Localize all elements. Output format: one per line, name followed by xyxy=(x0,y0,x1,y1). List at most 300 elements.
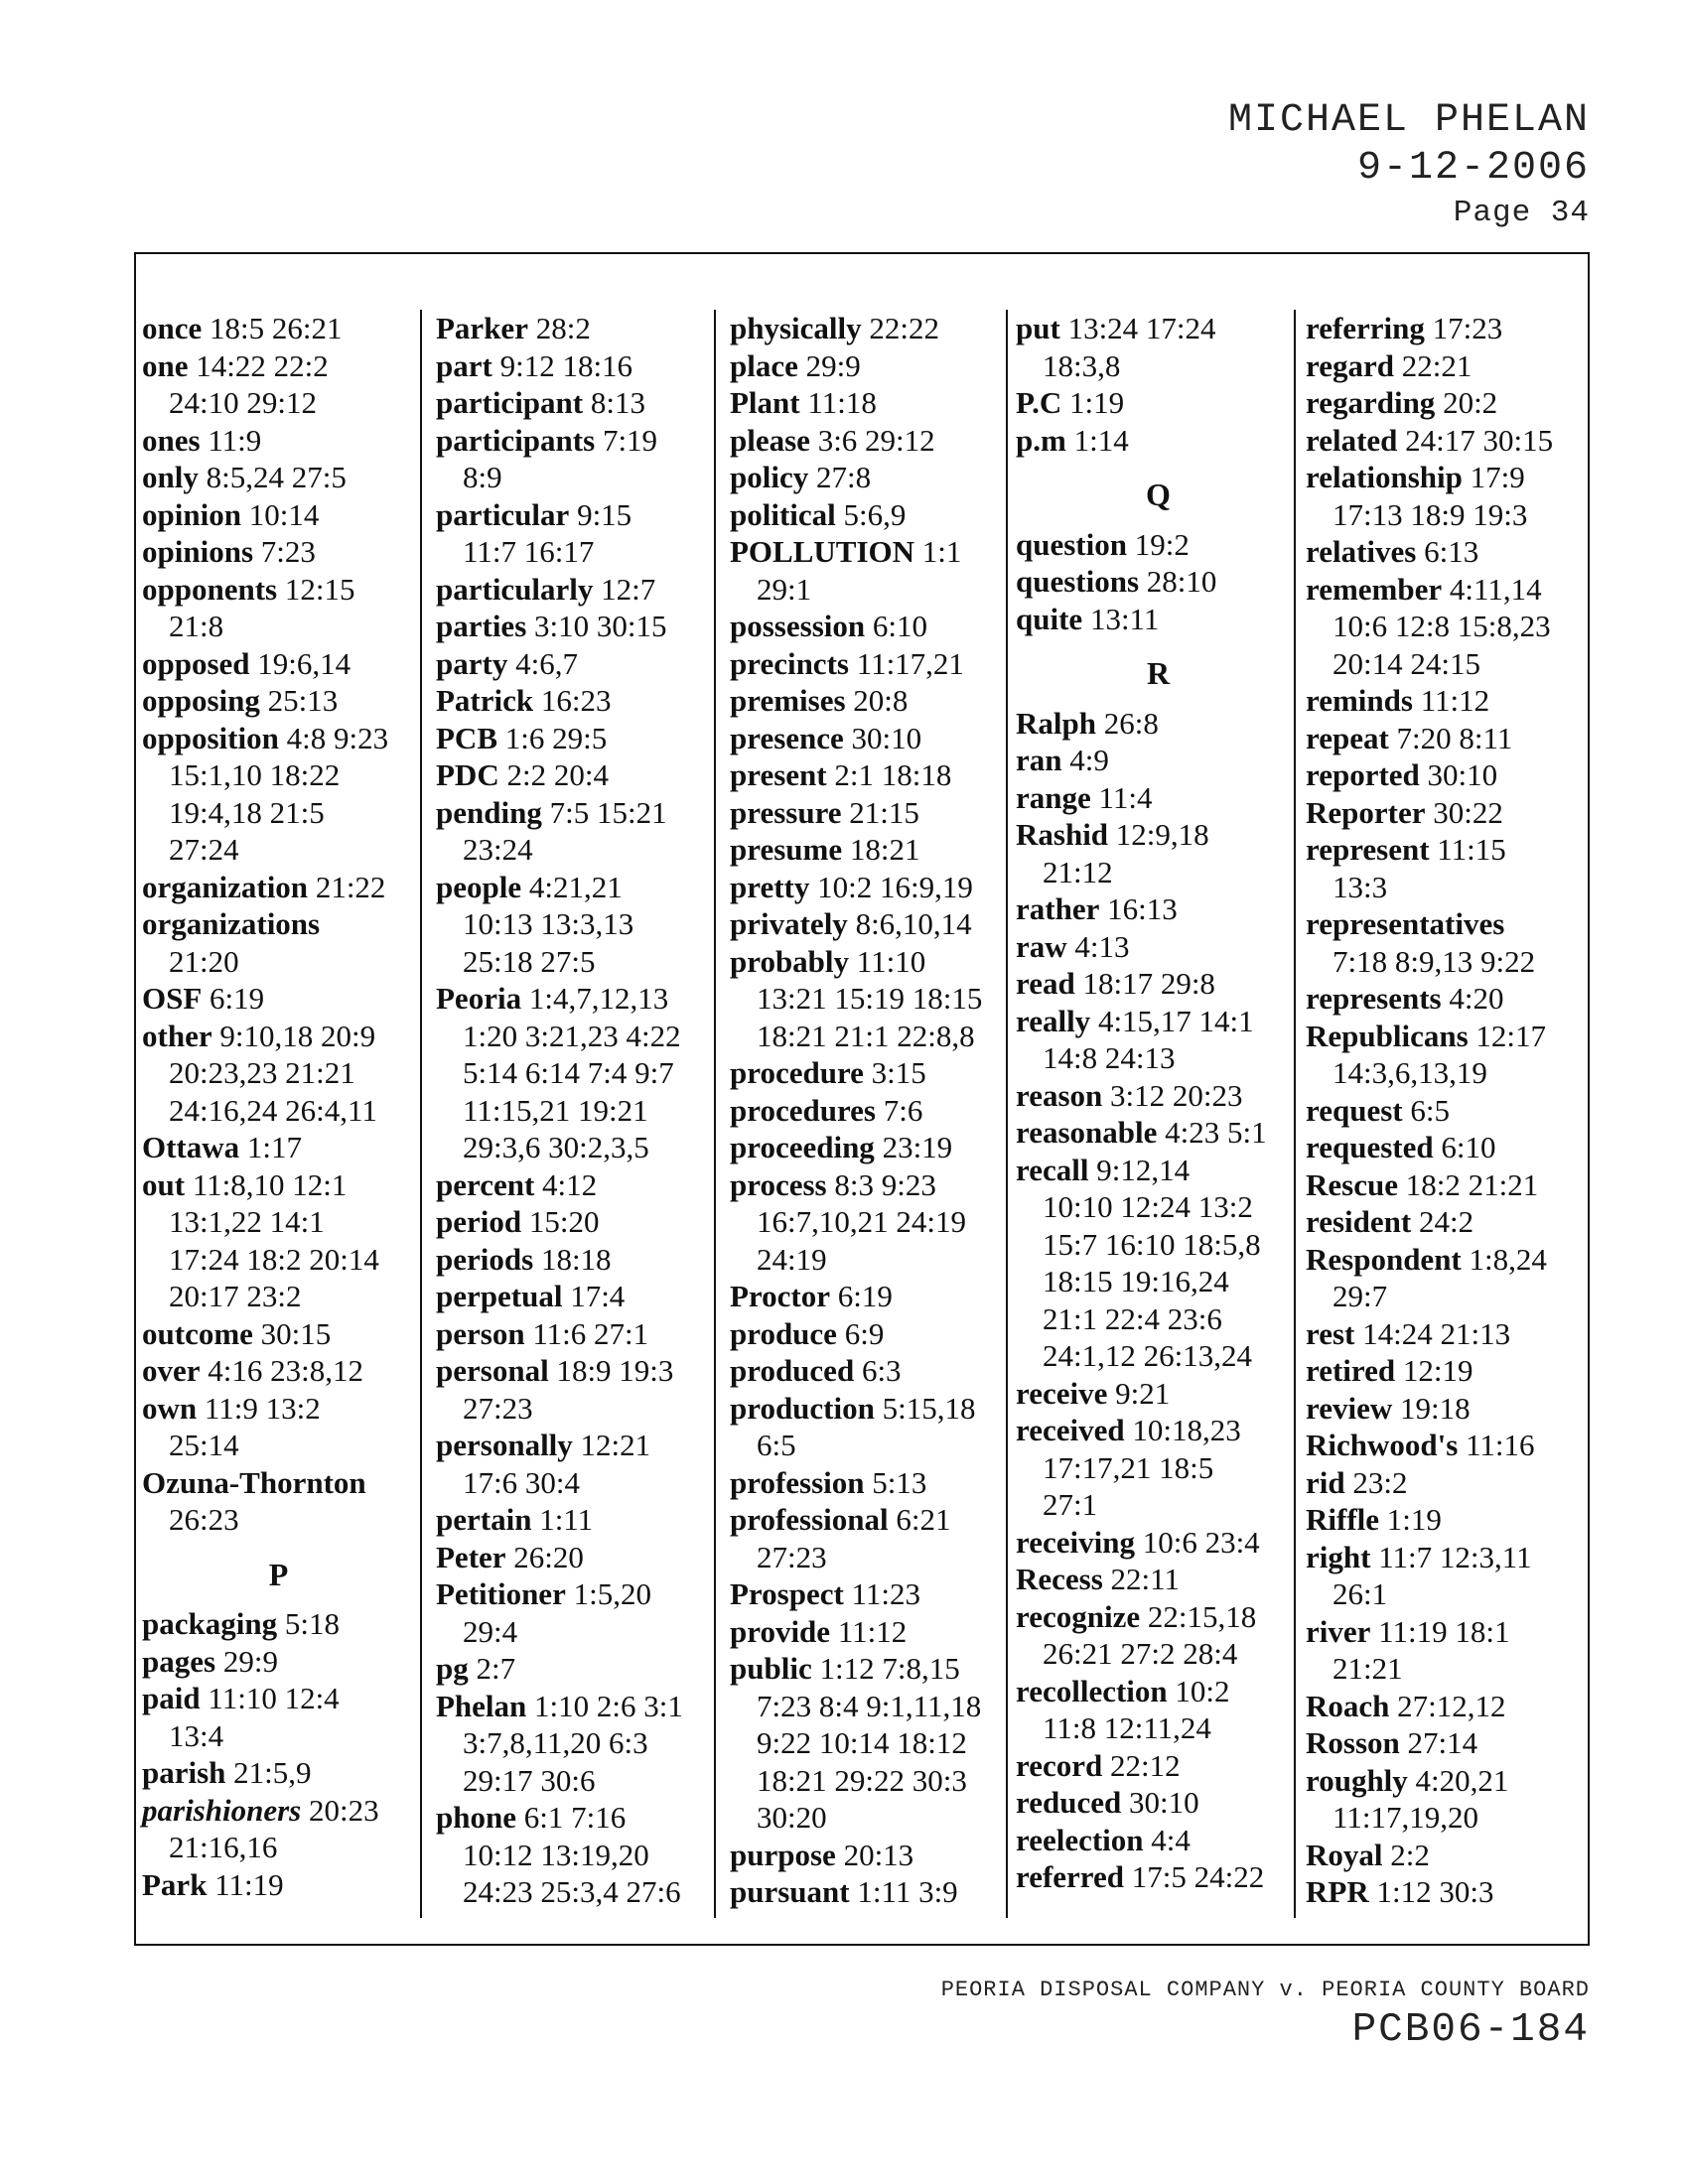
index-entry xyxy=(730,1054,1013,1092)
index-entry xyxy=(1016,526,1301,564)
index-entry xyxy=(730,1315,1013,1353)
index-entry xyxy=(1306,1539,1589,1613)
page-line-refs: 22:15,18 xyxy=(1147,1598,1257,1634)
index-term: rest xyxy=(1306,1315,1355,1351)
page-line-refs: 11:4 xyxy=(1098,779,1153,815)
index-term: outcome xyxy=(142,1315,253,1351)
page-line-refs: 27:1 xyxy=(1043,1487,1098,1522)
index-entry xyxy=(436,347,714,385)
index-column-3 xyxy=(730,310,1013,1928)
page-line-refs: 30:10 xyxy=(1128,1785,1199,1820)
index-entry xyxy=(1016,965,1301,1003)
index-term: Rosson xyxy=(1306,1725,1400,1760)
index-entry xyxy=(142,1464,415,1539)
page-line-refs: 5:15,18 xyxy=(882,1390,976,1426)
page-line-refs: 13:11 xyxy=(1089,601,1160,636)
page-line-refs: 30:10 xyxy=(1427,757,1498,792)
index-term: pages xyxy=(142,1643,216,1679)
deposition-date: 9-12-2006 xyxy=(1356,146,1590,191)
index-term: probably xyxy=(730,943,850,979)
index-term: organization xyxy=(142,869,309,904)
index-term: presume xyxy=(730,832,843,867)
index-entry xyxy=(1306,1613,1589,1688)
index-column-4 xyxy=(1016,310,1301,1928)
index-letter-heading: P xyxy=(268,1556,289,1592)
index-term: person xyxy=(436,1315,525,1351)
page-line-refs: 1:1 xyxy=(921,534,962,569)
index-term: read xyxy=(1016,966,1075,1001)
index-entry xyxy=(730,1278,1013,1315)
index-term: Reporter xyxy=(1306,794,1426,830)
index-entry xyxy=(436,571,714,609)
case-number: PCB06-184 xyxy=(1351,2007,1590,2053)
index-entry xyxy=(142,310,415,347)
page-line-refs: 19:2 xyxy=(1134,526,1190,562)
page-line-refs: 3:6 29:12 xyxy=(817,422,935,458)
index-entry xyxy=(1306,905,1589,980)
page-line-refs: 5:18 xyxy=(284,1606,340,1641)
page-line-refs: 3:10 30:15 xyxy=(534,609,667,643)
index-term: personally xyxy=(436,1428,573,1462)
page-line-refs: 17:13 18:9 19:3 xyxy=(1333,496,1528,532)
index-entry xyxy=(1306,1427,1589,1464)
page-line-refs: 18:18 xyxy=(540,1241,612,1277)
index-term: Recess xyxy=(1016,1562,1103,1596)
index-entry xyxy=(142,1792,415,1866)
index-entry xyxy=(730,943,1013,1055)
index-entry xyxy=(436,384,714,422)
index-term: Ozuna-Thornton xyxy=(142,1464,366,1500)
page-line-refs: 7:23 xyxy=(260,534,316,569)
page-line-refs: 27:23 xyxy=(757,1539,827,1574)
index-letter-heading: Q xyxy=(1146,477,1171,512)
page-line-refs: 18:9 19:3 xyxy=(556,1353,674,1388)
index-entry xyxy=(730,1464,1013,1502)
page-line-refs: 11:15 xyxy=(1437,832,1506,867)
index-entry xyxy=(730,756,1013,794)
index-term: particularly xyxy=(436,571,594,607)
index-term: Proctor xyxy=(730,1279,830,1313)
index-entry xyxy=(142,533,415,571)
index-term: review xyxy=(1306,1390,1393,1426)
page-line-refs: 5:13 xyxy=(872,1464,927,1500)
page-line-refs: 4:6,7 xyxy=(515,645,578,681)
index-entry xyxy=(142,1129,415,1166)
index-term: resident xyxy=(1306,1204,1412,1239)
index-term: recognize xyxy=(1016,1598,1141,1634)
page-line-refs: 4:12 xyxy=(542,1166,598,1202)
index-term: rather xyxy=(1016,891,1100,926)
page-line-refs: 4:16 23:8,12 xyxy=(208,1353,364,1388)
index-term: rid xyxy=(1306,1464,1345,1500)
index-entry xyxy=(1016,1003,1301,1077)
index-entry xyxy=(436,1575,714,1650)
index-term: Roach xyxy=(1306,1688,1390,1723)
index-entry xyxy=(1016,705,1301,743)
page-line-refs: 13:21 15:19 18:15 xyxy=(757,981,983,1016)
page-line-refs: 11:6 27:1 xyxy=(532,1315,649,1351)
page-line-refs: 30:15 xyxy=(260,1315,332,1351)
page-line-refs: 29:7 xyxy=(1333,1279,1388,1313)
page-line-refs: 2:2 20:4 xyxy=(506,757,609,792)
page-line-refs: 4:8 9:23 xyxy=(286,720,389,755)
index-entry xyxy=(730,1129,1013,1166)
page-line-refs: 18:15 19:16,24 xyxy=(1043,1264,1229,1298)
page-line-refs: 27:23 xyxy=(463,1390,533,1426)
index-term: really xyxy=(1016,1003,1091,1038)
page-line-refs: 10:12 13:19,20 xyxy=(463,1837,649,1872)
page-line-refs: 18:21 21:1 22:8,8 xyxy=(757,1018,975,1053)
index-term: perpetual xyxy=(436,1279,563,1313)
index-term: recollection xyxy=(1016,1673,1168,1708)
index-entry xyxy=(730,459,1013,496)
index-term: Riffle xyxy=(1306,1502,1380,1537)
page-line-refs: 2:1 18:18 xyxy=(834,757,952,792)
index-term: opponents xyxy=(142,571,278,607)
page-line-refs: 14:3,6,13,19 xyxy=(1333,1055,1487,1090)
index-entry xyxy=(730,1613,1013,1651)
index-entry xyxy=(142,980,415,1018)
page-line-refs: 1:4,7,12,13 xyxy=(528,981,669,1016)
index-entry xyxy=(730,1390,1013,1464)
page-line-refs: 6:3 xyxy=(861,1353,902,1388)
page-line-refs: 10:13 13:3,13 xyxy=(463,906,634,941)
page-line-refs: 16:23 xyxy=(540,683,612,718)
index-term: precincts xyxy=(730,645,849,681)
index-term: pretty xyxy=(730,869,810,904)
page-line-refs: 11:15,21 19:21 xyxy=(463,1092,648,1128)
page-line-refs: 20:17 23:2 xyxy=(169,1279,302,1313)
page-line-refs: 24:2 xyxy=(1418,1204,1474,1239)
index-entry xyxy=(1306,422,1589,460)
page-line-refs: 19:4,18 21:5 xyxy=(169,794,325,830)
index-term: regard xyxy=(1306,347,1394,383)
index-term: period xyxy=(436,1204,522,1239)
page-line-refs: 4:13 xyxy=(1074,928,1130,964)
index-term: premises xyxy=(730,683,846,718)
index-entry xyxy=(142,645,415,683)
page-header xyxy=(1228,97,1590,234)
index-entry xyxy=(1016,928,1301,966)
page-line-refs: 26:8 xyxy=(1103,705,1159,741)
index-entry xyxy=(1016,601,1301,638)
index-entry xyxy=(142,720,415,869)
index-term: parish xyxy=(142,1755,226,1790)
page-line-refs: 21:8 xyxy=(169,609,224,643)
index-entry xyxy=(436,1650,714,1688)
page-line-refs: 17:17,21 18:5 xyxy=(1043,1449,1214,1485)
index-term: related xyxy=(1306,422,1398,458)
page-line-refs: 13:24 17:24 xyxy=(1067,311,1216,345)
page-line-refs: 11:19 18:1 xyxy=(1378,1613,1510,1649)
page-line-refs: 20:23,23 21:21 xyxy=(169,1055,355,1090)
index-term: policy xyxy=(730,460,809,494)
page-line-refs: 27:8 xyxy=(815,460,872,494)
index-term: representatives xyxy=(1306,906,1505,941)
index-entry xyxy=(1016,890,1301,928)
index-term: political xyxy=(730,496,836,532)
page-line-refs: 18:21 29:22 30:3 xyxy=(757,1762,967,1798)
index-entry xyxy=(730,869,1013,906)
page-line-refs: 11:8 12:11,24 xyxy=(1043,1710,1211,1745)
page-line-refs: 6:5 xyxy=(1410,1092,1450,1128)
page-line-refs: 4:4 xyxy=(1151,1822,1191,1857)
page-line-refs: 1:12 30:3 xyxy=(1376,1874,1494,1909)
index-entry xyxy=(1306,831,1589,905)
index-entry xyxy=(142,496,415,534)
page-line-refs: 27:12,12 xyxy=(1397,1688,1506,1723)
index-entry xyxy=(436,756,714,794)
index-term: personal xyxy=(436,1353,549,1388)
index-entry xyxy=(142,1605,415,1643)
page-line-refs: 11:17,21 xyxy=(856,645,964,681)
page-line-refs: 17:5 24:22 xyxy=(1131,1859,1265,1894)
index-term: Patrick xyxy=(436,683,534,718)
page-line-refs: 6:13 xyxy=(1424,534,1479,569)
page-line-refs: 18:2 21:21 xyxy=(1405,1166,1539,1202)
page-line-refs: 4:11,14 xyxy=(1449,571,1542,607)
index-entry xyxy=(436,645,714,683)
index-entry xyxy=(436,310,714,347)
index-term: pressure xyxy=(730,794,842,830)
page-line-refs: 4:21,21 xyxy=(528,869,623,904)
page-line-refs: 12:15 xyxy=(284,571,355,607)
page-line-refs: 2:7 xyxy=(476,1651,516,1686)
index-entry xyxy=(730,347,1013,385)
page-line-refs: 25:18 27:5 xyxy=(463,943,596,979)
index-term: parishioners xyxy=(142,1792,302,1828)
page-line-refs: 8:6,10,14 xyxy=(855,906,972,941)
index-entry xyxy=(730,794,1013,832)
index-term: pg xyxy=(436,1651,469,1686)
index-term: questions xyxy=(1016,564,1140,599)
page-line-refs: 26:1 xyxy=(1333,1576,1388,1611)
page-line-refs: 9:12,14 xyxy=(1096,1152,1191,1187)
index-entry xyxy=(1306,1129,1589,1166)
index-entry xyxy=(730,1837,1013,1874)
index-letter-heading: R xyxy=(1146,655,1171,691)
index-entry xyxy=(1016,1561,1301,1598)
index-entry xyxy=(142,1315,415,1353)
page-line-refs: 4:23 5:1 xyxy=(1165,1115,1267,1150)
index-entry xyxy=(142,1018,415,1130)
index-term: possession xyxy=(730,609,866,643)
page-line-refs: 11:12 xyxy=(837,1613,908,1649)
index-entry xyxy=(1306,980,1589,1018)
index-entry xyxy=(1306,1873,1589,1911)
page-line-refs: 5:14 6:14 7:4 9:7 xyxy=(463,1055,674,1090)
page-line-refs: 17:23 xyxy=(1432,311,1503,345)
index-term: Prospect xyxy=(730,1576,844,1611)
page-line-refs: 21:21 xyxy=(1333,1651,1403,1686)
index-term: represent xyxy=(1306,832,1430,867)
index-entry xyxy=(1306,533,1589,571)
index-entry xyxy=(1016,779,1301,817)
index-term: own xyxy=(142,1390,198,1426)
index-term: opinions xyxy=(142,534,254,569)
page-line-refs: 7:23 8:4 9:1,11,18 xyxy=(757,1688,982,1723)
page-line-refs: 7:18 8:9,13 9:22 xyxy=(1333,943,1536,979)
index-entry xyxy=(1016,422,1301,460)
page-line-refs: 18:3,8 xyxy=(1043,347,1121,383)
index-entry xyxy=(1306,384,1589,422)
index-entry xyxy=(1016,1858,1301,1896)
page-line-refs: 9:10,18 20:9 xyxy=(219,1018,376,1053)
page-line-refs: 7:20 8:11 xyxy=(1396,720,1513,755)
index-entry xyxy=(1306,1762,1589,1837)
page-line-refs: 17:6 30:4 xyxy=(463,1464,580,1500)
page-line-refs: 4:15,17 14:1 xyxy=(1097,1003,1254,1038)
index-term: part xyxy=(436,347,492,383)
page-line-refs: 20:8 xyxy=(853,683,909,718)
index-entry xyxy=(436,1688,714,1800)
index-term: quite xyxy=(1016,601,1083,636)
page-number: Page 34 xyxy=(1453,196,1590,230)
page-line-refs: 7:6 xyxy=(883,1092,923,1128)
page-line-refs: 22:11 xyxy=(1110,1562,1181,1596)
index-entry xyxy=(1016,1784,1301,1822)
index-entry xyxy=(1306,310,1589,347)
index-term: process xyxy=(730,1166,827,1202)
page-line-refs: 13:1,22 14:1 xyxy=(169,1204,325,1239)
index-term: question xyxy=(1016,526,1127,562)
index-entry xyxy=(1016,1412,1301,1524)
page-line-refs: 6:9 xyxy=(844,1315,885,1351)
index-entry xyxy=(142,422,415,460)
index-term: privately xyxy=(730,906,848,941)
page-line-refs: 21:20 xyxy=(169,943,239,979)
index-term: Ottawa xyxy=(142,1130,240,1164)
page-line-refs: 10:6 23:4 xyxy=(1142,1524,1260,1560)
index-term: public xyxy=(730,1651,812,1686)
index-term: Park xyxy=(142,1866,208,1902)
index-term: reduced xyxy=(1016,1785,1122,1820)
index-entry xyxy=(1016,384,1301,422)
page-line-refs: 12:17 xyxy=(1475,1018,1547,1053)
page-line-refs: 21:22 xyxy=(315,869,386,904)
page-line-refs: 1:8,24 xyxy=(1469,1241,1547,1277)
frame-left-border xyxy=(134,252,136,1946)
index-term: Rashid xyxy=(1016,817,1109,852)
page-line-refs: 20:23 xyxy=(308,1792,379,1828)
index-entry xyxy=(730,1873,1013,1911)
page-line-refs: 3:7,8,11,20 6:3 xyxy=(463,1725,648,1760)
page-line-refs: 17:24 18:2 20:14 xyxy=(169,1241,379,1277)
index-term: record xyxy=(1016,1747,1103,1783)
page-line-refs: 4:9 xyxy=(1069,743,1109,777)
index-term: opposing xyxy=(142,683,260,718)
page-line-refs: 26:20 xyxy=(513,1539,584,1574)
index-entry xyxy=(142,347,415,422)
index-entry xyxy=(730,905,1013,943)
index-entry xyxy=(1306,1241,1589,1315)
page-line-refs: 15:1,10 18:22 xyxy=(169,757,341,792)
page-line-refs: 22:12 xyxy=(1109,1747,1181,1783)
page-line-refs: 9:15 xyxy=(577,496,632,532)
index-entry xyxy=(1016,1114,1301,1152)
page-line-refs: 20:13 xyxy=(843,1837,914,1872)
index-term: participant xyxy=(436,385,584,420)
page-line-refs: 12:21 xyxy=(580,1428,651,1462)
index-term: relationship xyxy=(1306,460,1463,494)
page-line-refs: 15:7 16:10 18:5,8 xyxy=(1043,1226,1261,1262)
page-line-refs: 8:3 9:23 xyxy=(834,1166,936,1202)
index-entry xyxy=(436,1315,714,1353)
page-line-refs: 26:21 27:2 28:4 xyxy=(1043,1636,1238,1671)
index-entry xyxy=(1306,682,1589,720)
page-line-refs: 11:16 xyxy=(1466,1428,1535,1462)
page-line-refs: 24:1,12 26:13,24 xyxy=(1043,1338,1252,1373)
index-term: POLLUTION xyxy=(730,534,915,569)
index-entry xyxy=(436,608,714,645)
index-column-5 xyxy=(1306,310,1589,1928)
index-entry xyxy=(1306,1390,1589,1428)
index-term: Royal xyxy=(1306,1837,1383,1872)
index-entry xyxy=(142,1166,415,1315)
page-line-refs: 1:6 29:5 xyxy=(504,720,608,755)
page-line-refs: 1:14 xyxy=(1073,422,1129,458)
index-entry xyxy=(1016,563,1301,601)
page-line-refs: 21:5,9 xyxy=(233,1755,312,1790)
index-term: ran xyxy=(1016,743,1062,777)
index-term: reason xyxy=(1016,1077,1103,1113)
index-term: production xyxy=(730,1390,875,1426)
index-term: p.m xyxy=(1016,422,1066,458)
page-line-refs: 18:21 xyxy=(849,832,920,867)
index-entry xyxy=(730,496,1013,534)
page-line-refs: 9:12 18:16 xyxy=(499,347,633,383)
index-term: packaging xyxy=(142,1606,278,1641)
page-line-refs: 11:12 xyxy=(1420,683,1490,718)
index-term: please xyxy=(730,422,810,458)
index-entry xyxy=(1306,1092,1589,1130)
page-line-refs: 4:20 xyxy=(1449,981,1504,1016)
index-entry xyxy=(142,869,415,906)
index-term: out xyxy=(142,1166,186,1202)
index-term: represents xyxy=(1306,981,1442,1016)
index-term: put xyxy=(1016,311,1060,345)
index-term: river xyxy=(1306,1613,1371,1649)
page-line-refs: 14:8 24:13 xyxy=(1043,1040,1176,1075)
index-entry xyxy=(1306,1688,1589,1725)
page-line-refs: 8:5,24 27:5 xyxy=(206,460,347,494)
index-term: opposed xyxy=(142,645,250,681)
index-term: only xyxy=(142,460,199,494)
page-line-refs: 24:16,24 26:4,11 xyxy=(169,1092,377,1128)
page-line-refs: 29:4 xyxy=(463,1613,518,1649)
page-line-refs: 8:13 xyxy=(590,385,645,420)
index-entry xyxy=(730,645,1013,683)
page-line-refs: 23:19 xyxy=(882,1130,953,1164)
page-line-refs: 1:11 3:9 xyxy=(857,1874,958,1909)
index-entry xyxy=(436,496,714,571)
index-entry xyxy=(436,794,714,869)
index-term: retired xyxy=(1306,1353,1396,1388)
page-line-refs: 1:20 3:21,23 4:22 xyxy=(463,1018,681,1053)
page-line-refs: 10:6 12:8 15:8,23 xyxy=(1333,609,1551,643)
page-line-refs: 5:6,9 xyxy=(843,496,907,532)
index-term: provide xyxy=(730,1613,831,1649)
index-term: opinion xyxy=(142,496,241,532)
page-line-refs: 17:9 xyxy=(1470,460,1525,494)
index-term: parties xyxy=(436,609,527,643)
index-term: reminds xyxy=(1306,683,1413,718)
page-line-refs: 28:2 xyxy=(535,311,591,345)
index-entry xyxy=(1306,571,1589,683)
index-term: party xyxy=(436,645,508,681)
page-line-refs: 24:23 25:3,4 27:6 xyxy=(463,1874,681,1909)
page-line-refs: 1:19 xyxy=(1068,385,1125,420)
